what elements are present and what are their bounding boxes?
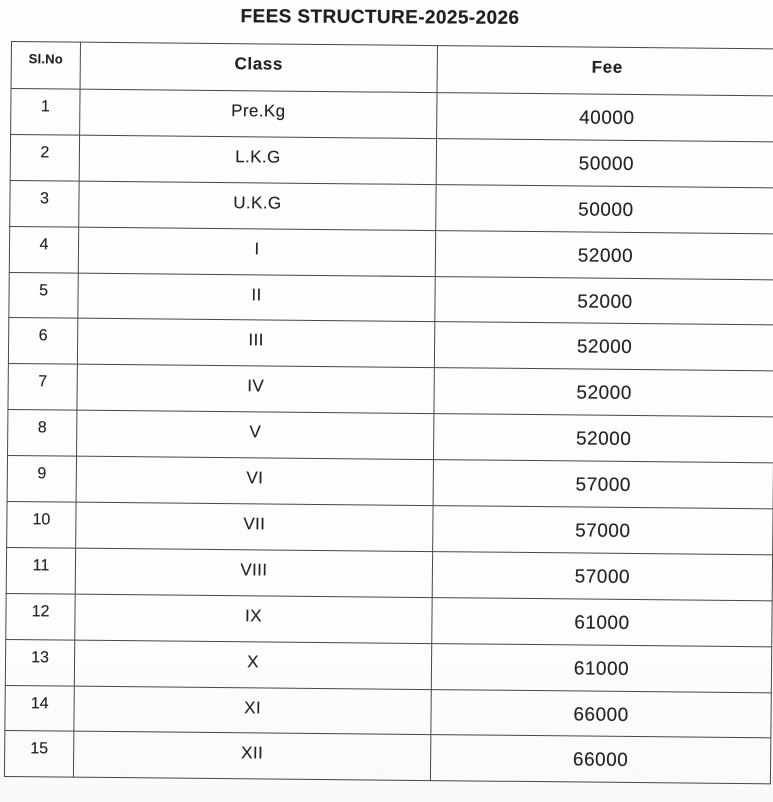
cell-fee: 50000 — [436, 184, 773, 233]
header-row — [11, 42, 773, 96]
header-slno: Sl.No — [11, 42, 80, 90]
cell-class: XI — [74, 686, 431, 735]
cell-slno: 4 — [9, 226, 78, 273]
table-row — [5, 639, 771, 692]
cell-slno: 13 — [5, 639, 74, 686]
cell-slno: 2 — [10, 134, 79, 181]
cell-slno: 14 — [5, 685, 74, 732]
fees-table-container — [4, 41, 773, 785]
cell-fee: 61000 — [432, 597, 772, 646]
cell-class: VIII — [75, 548, 432, 597]
cell-slno: 3 — [10, 180, 79, 227]
table-row — [4, 731, 770, 784]
cell-slno: 7 — [8, 364, 77, 411]
cell-fee: 57000 — [433, 506, 773, 555]
cell-slno: 5 — [9, 272, 78, 319]
cell-slno: 1 — [11, 89, 80, 136]
cell-class: II — [78, 273, 435, 322]
cell-class: U.K.G — [79, 181, 436, 230]
table-row — [7, 501, 773, 554]
header-class: Class — [80, 42, 437, 92]
cell-fee: 61000 — [431, 643, 771, 692]
table-row — [8, 318, 773, 371]
cell-fee: 52000 — [435, 230, 773, 279]
cell-fee: 40000 — [437, 93, 773, 142]
cell-slno: 11 — [6, 547, 75, 594]
cell-class: XII — [73, 732, 430, 781]
cell-slno: 6 — [8, 318, 77, 365]
cell-fee: 66000 — [430, 735, 770, 784]
cell-slno: 12 — [6, 593, 75, 640]
cell-slno: 8 — [8, 410, 77, 457]
table-row — [9, 272, 773, 325]
cell-fee: 52000 — [434, 414, 773, 463]
header-fee: Fee — [437, 46, 773, 96]
cell-fee: 52000 — [435, 276, 773, 325]
cell-slno: 15 — [4, 731, 73, 778]
cell-fee: 52000 — [434, 368, 773, 417]
cell-slno: 9 — [7, 456, 76, 503]
cell-class: X — [74, 640, 431, 689]
cell-class: IV — [77, 364, 434, 413]
cell-fee: 57000 — [432, 551, 772, 600]
table-row — [11, 89, 773, 142]
cell-class: Pre.Kg — [80, 89, 437, 138]
table-row — [7, 456, 773, 509]
table-row — [6, 593, 772, 646]
table-row — [6, 547, 772, 600]
table-row — [9, 226, 773, 279]
cell-class: V — [77, 410, 434, 459]
table-row — [10, 180, 773, 233]
fees-table — [4, 41, 773, 785]
cell-class: VI — [76, 456, 433, 505]
table-row — [8, 410, 773, 463]
table-row — [5, 685, 771, 738]
cell-fee: 66000 — [431, 689, 771, 738]
cell-fee: 50000 — [436, 138, 773, 187]
cell-class: IX — [75, 594, 432, 643]
table-row — [10, 134, 773, 187]
cell-class: III — [77, 319, 434, 368]
fees-table-header — [11, 42, 773, 96]
cell-fee: 57000 — [433, 460, 773, 509]
table-row — [8, 364, 773, 417]
cell-fee: 52000 — [434, 322, 773, 371]
cell-slno: 10 — [7, 501, 76, 548]
page-title: FEES STRUCTURE-2025-2026 — [240, 6, 520, 29]
fees-table-body — [4, 89, 773, 785]
cell-class: L.K.G — [79, 135, 436, 184]
cell-class: VII — [76, 502, 433, 551]
cell-class: I — [78, 227, 435, 276]
